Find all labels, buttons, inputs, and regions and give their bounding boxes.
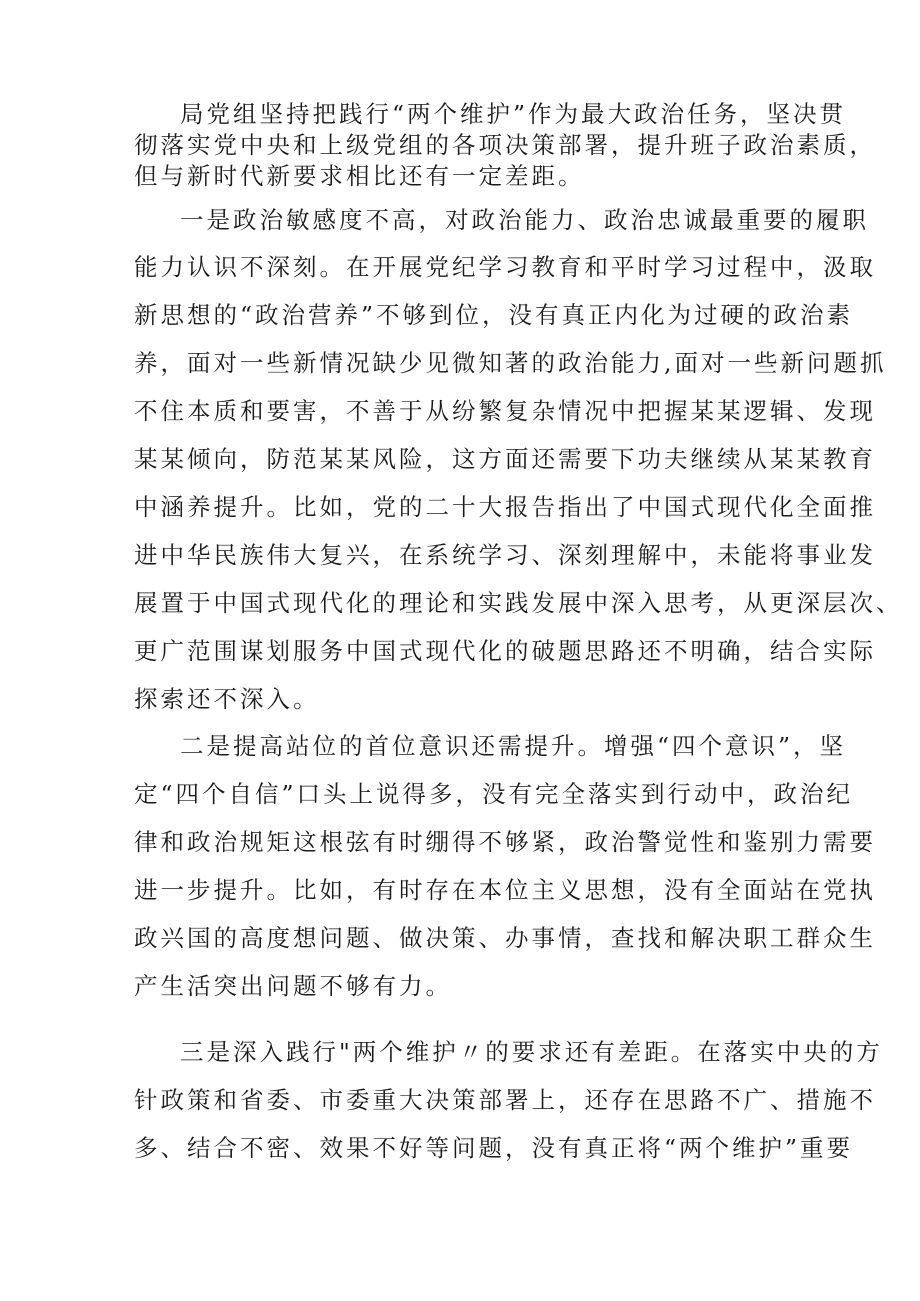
paragraph-2-line-7: 中涵养提升。比如，党的二十大报告指出了中国式现代化全面推 — [134, 493, 876, 521]
paragraph-4-line-2: 针政策和省委、市委重大决策部署上，还存在思路不广、措施不 — [134, 1086, 876, 1114]
paragraph-3-line-3: 律和政治规矩这根弦有时绷得不够紧，政治警觉性和鉴别力需要 — [134, 828, 876, 856]
paragraph-2-line-2: 能力认识不深刻。在开展党纪学习教育和平时学习过程中，汲取 — [134, 253, 876, 281]
paragraph-2-line-11: 探索还不深入。 — [134, 685, 320, 713]
paragraph-2-line-3: 新思想的“政治营养”不够到位，没有真正内化为过硬的政治素 — [134, 301, 854, 329]
paragraph-4-line-3: 多、结合不密、效果不好等问题，没有真正将“两个维护”重要 — [134, 1134, 854, 1162]
paragraph-1-line-1: 局党组坚持把践行“两个维护”作为最大政治任务，坚决贯 — [180, 100, 847, 128]
paragraph-2-line-9: 展置于中国式现代化的理论和实践发展中深入思考，从更深层次、 — [134, 589, 903, 617]
paragraph-2-line-6: 某某倾向，防范某某风险，这方面还需要下功夫继续从某某教育 — [134, 445, 876, 473]
paragraph-1-line-2: 彻落实党中央和上级党组的各项决策部署，提升班子政治素质， — [134, 131, 876, 159]
paragraph-3-line-4: 进一步提升。比如，有时存在本位主义思想，没有全面站在党执 — [134, 876, 876, 904]
paragraph-3-line-1: 二是提高站位的首位意识还需提升。增强“四个意识”，坚 — [180, 732, 847, 760]
paragraph-2-line-4: 养，面对一些新情况缺少见微知著的政治能力,面对一些新问题抓 — [134, 349, 887, 377]
paragraph-4-line-1: 三是深入践行"两个维护〃的要求还有差距。在落实中央的方 — [180, 1038, 883, 1066]
paragraph-1-line-3: 但与新时代新要求相比还有一定差距。 — [134, 162, 585, 190]
paragraph-2-line-8: 进中华民族伟大复兴，在系统学习、深刻理解中，未能将事业发 — [134, 541, 876, 569]
paragraph-3-line-5: 政兴国的高度想问题、做决策、办事情，查找和解决职工群众生 — [134, 924, 876, 952]
paragraph-3-line-6: 产生活突出问题不够有力。 — [134, 972, 452, 1000]
paragraph-2-line-1: 一是政治敏感度不高，对政治能力、政治忠诚最重要的履职 — [180, 206, 869, 234]
paragraph-3-line-2: 定“四个自信”口头上说得多，没有完全落实到行动中，政治纪 — [134, 780, 854, 808]
paragraph-2-line-5: 不住本质和要害，不善于从纷繁复杂情况中把握某某逻辑、发现 — [134, 397, 876, 425]
paragraph-2-line-10: 更广范围谋划服务中国式现代化的破题思路还不明确，结合实际 — [134, 637, 876, 665]
